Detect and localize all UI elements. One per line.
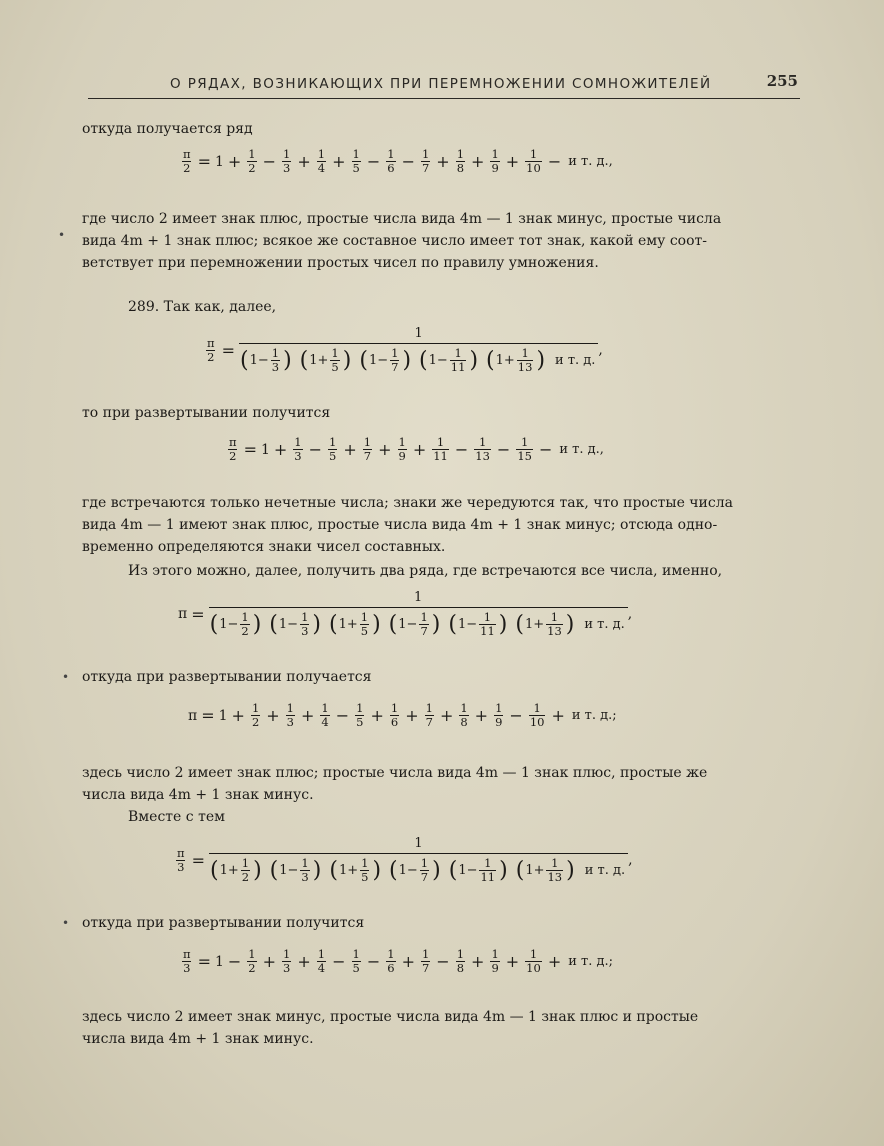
equation-4: π = 1 ( 1− 1 2 ) ( 1− 1 3 ) ( 1+ 1 5 ) ( 1− 1 7 ) ( 1− 1 11 ) ( 1+ 1 13 ) и т. д. ,: [178, 590, 633, 638]
paragraph-10: откуда при развертывании получится: [82, 915, 365, 931]
paragraph-8: здесь число 2 имеет знак плюс; простые числа вида 4m — 1 знак плюс, простые же числа вида 4m + 1 знак минус.: [82, 765, 708, 803]
running-header: [88, 70, 800, 99]
page-number: 255: [766, 72, 798, 90]
paragraph-4: то при развертывании получится: [82, 405, 331, 421]
header-title: О РЯДАХ, ВОЗНИКАЮЩИХ ПРИ ПЕРЕМНОЖЕНИИ СОМНОЖИТЕЛЕЙ: [170, 76, 712, 92]
paragraph-2: где число 2 имеет знак плюс, простые числа вида 4m — 1 знак минус, простые числа вида 4m + 1 знак плюс; всякое же составное число имеет тот знак, какой ему соот- ветствует при перемножении простых чисел по правилу умножения.: [82, 211, 722, 271]
paragraph-11: здесь число 2 имеет знак минус, простые числа вида 4m — 1 знак плюс и простые числа вида 4m + 1 знак минус.: [82, 1009, 699, 1047]
equation-1: $\frac{\pi}{2}$ = 1 + $\frac{1}{2}$ − $\frac{1}{3}$ + $\frac{1}{4}$ + $\frac{1}{5}$ − $\frac{1}{6}$ − $\frac{1}{7}$ + $\frac{1}{8}$ + $\frac{1}{9}$ + $\frac{1}{10}$ − и т. д.,: [183, 147, 613, 175]
margin-dot: •: [62, 670, 70, 684]
text-line: откуда получается ряд: [82, 121, 253, 137]
equation-2: $\frac{\pi}{2}$ = 1 ( 1− 1 3 ) ( 1+ 1 5 ) ( 1− 1 7 ) ( 1− 1 11 ) ( 1+ 1 13 ) и т. д. ,: [207, 326, 603, 374]
equation-6: $\frac{\pi}{3}$ = 1 ( 1+ 1 2 ) ( 1− 1 3 ) ( 1+ 1 5 ) ( 1− 1 7 ) ( 1− 1 11 ) ( 1+ 1 13 ) и т. д. ,: [177, 836, 633, 884]
equation-5: π = 1 + $\frac{1}{2}$ + $\frac{1}{3}$ + $\frac{1}{4}$ − $\frac{1}{5}$ + $\frac{1}{6}$ + $\frac{1}{7}$ + $\frac{1}{8}$ + $\frac{1}{9}$ − $\frac{1}{10}$ + и т. д.;: [188, 701, 617, 729]
paragraph-7: откуда при развертывании получается: [82, 669, 372, 685]
paragraph-6: Из этого можно, далее, получить два ряда, где встречаются все числа, именно,: [128, 563, 723, 579]
paragraph-5: где встречаются только нечетные числа; знаки же чередуются так, что простые числа вида 4m — 1 имеют знак плюс, простые числа вида 4m + 1 знак минус; отсюда одно- временно определяются знаки чисел составных.: [82, 495, 733, 555]
margin-dot: •: [58, 228, 66, 242]
margin-dot: •: [62, 916, 70, 930]
paragraph-3: 289. Так как, далее,: [128, 299, 277, 315]
equation-3: $\frac{\pi}{2}$ = 1 + $\frac{1}{3}$ − $\frac{1}{5}$ + $\frac{1}{7}$ + $\frac{1}{9}$ + $\frac{1}{11}$ − $\frac{1}{13}$ − $\frac{1}{15}$ − и т. д.,: [229, 435, 604, 463]
paragraph-1: [82, 118, 802, 140]
paragraph-9: Вместе с тем: [128, 809, 225, 825]
equation-7: $\frac{\pi}{3}$ = 1 − $\frac{1}{2}$ + $\frac{1}{3}$ + $\frac{1}{4}$ − $\frac{1}{5}$ − $\frac{1}{6}$ + $\frac{1}{7}$ − $\frac{1}{8}$ + $\frac{1}{9}$ + $\frac{1}{10}$ + и т. д.;: [183, 947, 613, 975]
